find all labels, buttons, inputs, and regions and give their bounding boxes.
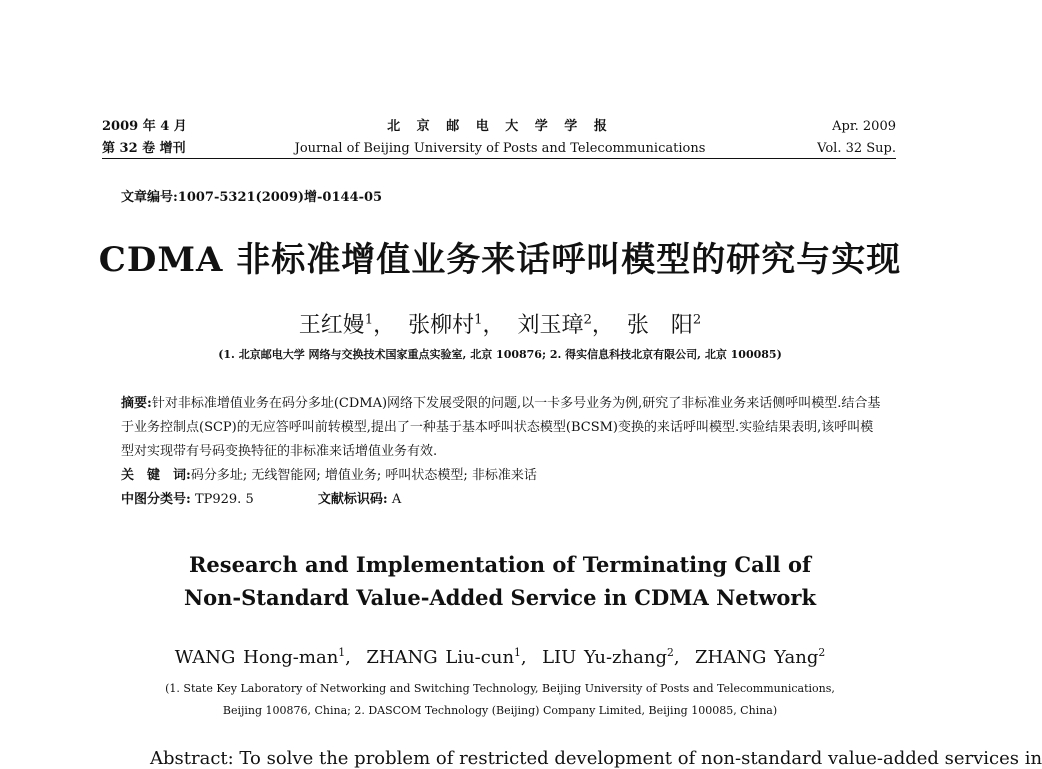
classification-row bbox=[121, 488, 883, 512]
affiliation-cn: (1. 北京邮电大学 网络与交换技术国家重点实验室, 北京 100876; 2. 得实信息科技北京有限公司, 北京 100085) bbox=[218, 348, 782, 361]
abstract-en-cutoff: Abstract: To solve the problem of restricted development of non-standard value-added services in bbox=[150, 748, 1042, 769]
header-divider bbox=[102, 158, 896, 159]
header-volume-cn: 第 32 卷 增刊 bbox=[102, 141, 186, 156]
affiliation-en-line1: (1. State Key Laboratory of Networking and Switching Technology, Beijing University of Posts and Telecommunications, bbox=[165, 682, 835, 695]
author-en: ZHANG Liu-cun$^1$ bbox=[366, 646, 521, 668]
header-center bbox=[250, 116, 750, 160]
header-right bbox=[817, 116, 896, 160]
abstract-cn-text: 针对非标准增值业务在码分多址(CDMA)网络下发展受限的问题,以一卡多号业务为例,研究了非标准业务来话侧呼叫模型.结合基于业务控制点(SCP)的无应答呼叫前转模型,提出了一种基于基本呼叫状态模型(BCSM)变换的来话呼叫模型.实验结果表明,该呼叫模型对实现带有号码变换特征的非标准来话增值业务有效. bbox=[121, 396, 881, 459]
author-cn: 张柳村$^1$ bbox=[408, 312, 483, 338]
journal-name-en: Journal of Beijing University of Posts and Telecommunications bbox=[294, 141, 706, 156]
author-cn: 王红嫚$^1$ bbox=[298, 312, 374, 338]
author-en: LIU Yu-zhang$^2$ bbox=[542, 646, 674, 668]
authors-cn: 王红嫚$^1$， 张柳村$^1$， 刘玉璋$^2$， 张 阳$^2$ bbox=[298, 312, 702, 338]
doc-code-label: 文献标识码: bbox=[317, 492, 388, 507]
abstract-cn-label: 摘要: bbox=[121, 396, 152, 411]
doc-code-value: A bbox=[391, 492, 402, 507]
keywords-cn-text: 码分多址; 无线智能网; 增值业务; 呼叫状态模型; 非标准来话 bbox=[190, 468, 537, 483]
header-date-en: Apr. 2009 bbox=[832, 119, 896, 134]
author-cn: 刘玉璋$^2$ bbox=[517, 312, 592, 338]
header-left bbox=[102, 116, 187, 160]
affiliation-en-line2: Beijing 100876, China; 2. DASCOM Technology (Beijing) Company Limited, Beijing 100085, China) bbox=[222, 704, 778, 717]
article-number: 文章编号:1007-5321(2009)增-0144-05 bbox=[121, 190, 383, 205]
author-en: ZHANG Yang$^2$ bbox=[695, 646, 826, 668]
header-volume-en: Vol. 32 Sup. bbox=[817, 141, 896, 156]
authors-en: WANG Hong-man$^1$, ZHANG Liu-cun$^1$, LIU Yu-zhang$^2$, ZHANG Yang$^2$ bbox=[174, 646, 826, 668]
title-en-line2: Non-Standard Value-Added Service in CDMA Network bbox=[183, 585, 817, 610]
author-cn: 张 阳$^2$ bbox=[626, 312, 702, 338]
keywords-cn bbox=[121, 464, 883, 488]
affiliation-en bbox=[0, 678, 1000, 722]
clc-label: 中图分类号: bbox=[121, 492, 191, 507]
abstract-cn bbox=[121, 392, 883, 464]
header-date-cn: 2009 年 4 月 bbox=[102, 119, 187, 134]
clc-value: TP929. 5 bbox=[194, 492, 254, 507]
journal-name-cn: 北 京 邮 电 大 学 学 报 bbox=[387, 119, 613, 134]
title-en-line1: Research and Implementation of Terminating Call of bbox=[188, 552, 812, 577]
title-en bbox=[0, 548, 1000, 614]
keywords-cn-label: 关 键 词: bbox=[121, 468, 191, 483]
author-en: WANG Hong-man$^1$ bbox=[174, 646, 346, 668]
title-cn: CDMA 非标准增值业务来话呼叫模型的研究与实现 bbox=[98, 240, 902, 280]
